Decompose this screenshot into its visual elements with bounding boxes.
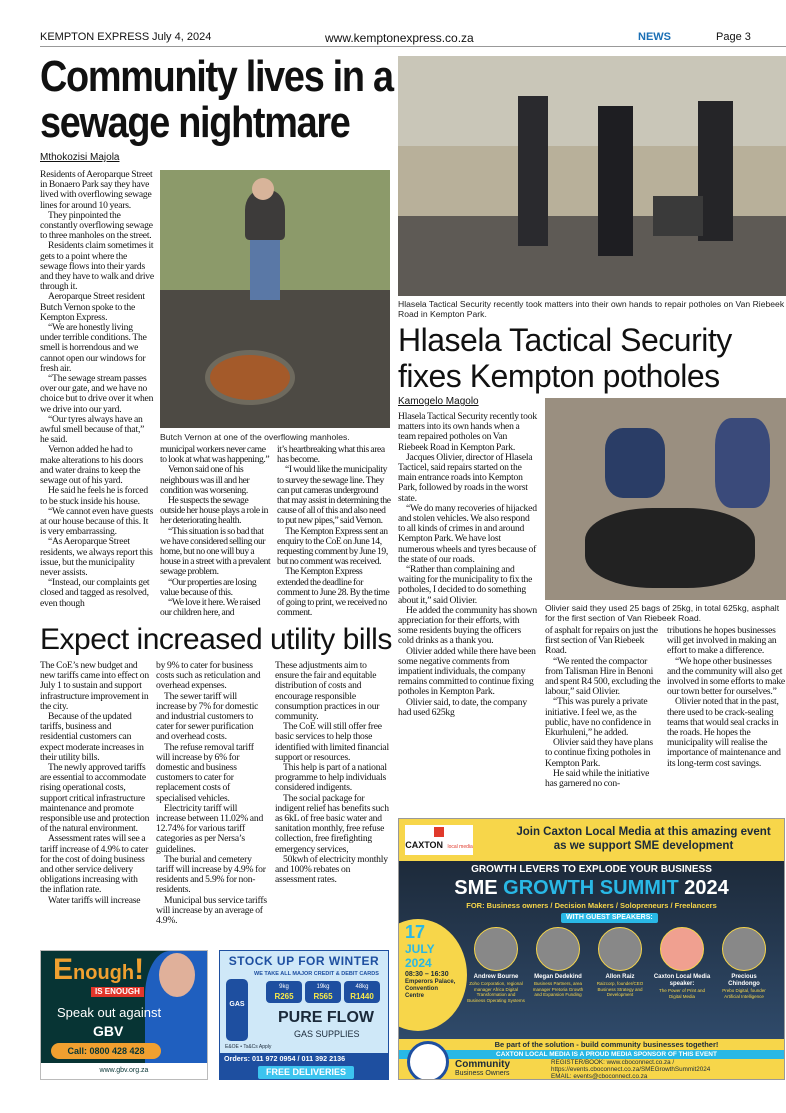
paragraph: “We do many recoveries of hijacked and stolen vehicles. We also respond to all kinds of crimes in and around Kempton Park. We have lost numerous wheels and tyres because of the state of our roads. xyxy=(398,502,537,565)
caxton-logo xyxy=(405,825,473,855)
paragraph: These adjustments aim to ensure the fair and equitable distribution of costs and encourage responsible consumption practices in our community. xyxy=(275,660,380,723)
event-year: 2024 xyxy=(405,956,432,970)
local-media-word: local media xyxy=(447,844,473,850)
page-header xyxy=(40,30,786,46)
header-rule xyxy=(40,46,786,47)
paragraph: This help is part of a national programme to help individuals considered indigents. xyxy=(275,762,387,794)
paragraph: The Kempton Express extended the deadline for comment to June 28. By the time of going to print, we received no comment. xyxy=(277,566,390,619)
speaker-photo xyxy=(474,927,518,971)
register-info[interactable] xyxy=(551,1059,710,1080)
gas-ad[interactable] xyxy=(219,950,389,1080)
speaker xyxy=(529,927,587,1003)
speaker-name: Andrew Bourne xyxy=(473,974,519,980)
gas-label: GAS xyxy=(229,1001,245,1008)
paragraph: “The sewage stream passes over our gate, and we have no choice but to drive over it when we drive into our yard. xyxy=(40,373,154,415)
cbo-word-2: Business Owners xyxy=(455,1070,510,1077)
paper-name: KEMPTON EXPRESS xyxy=(40,31,150,43)
paragraph: The newly approved tariffs are essential to accommodate rising operational costs, support critical infrastructure maintenance and promote responsible use and protection of the natural environment. xyxy=(40,762,150,835)
cbo-logo xyxy=(407,1041,449,1080)
speak-out-text: Speak out against xyxy=(57,1005,162,1020)
pothole-col-2 xyxy=(545,626,661,789)
paragraph: “We cannot even have guests at our house because of this. It is very embarrassing. xyxy=(40,505,154,538)
register-email[interactable]: EMAIL: events@cboconnect.co.za xyxy=(551,1073,648,1080)
section-label: NEWS xyxy=(638,31,671,43)
sme-word: SME xyxy=(454,877,498,899)
paragraph: “We love it here. We raised our children here, and xyxy=(160,597,261,619)
audience-text: FOR: Business owners / Decision Makers / Solopreneurs / Freelancers xyxy=(466,901,717,910)
is-enough-label: IS ENOUGH xyxy=(91,987,144,997)
levers-text: GROWTH LEVERS TO EXPLODE YOUR BUSINESS xyxy=(471,864,712,875)
paragraph: He suspects the sewage outside her house plays a role in her deteriorating health. xyxy=(160,495,269,527)
headline-line-2: sewage nightmare xyxy=(40,98,350,147)
gbv-text: GBV xyxy=(93,1023,124,1039)
speaker-name: Caxton Local Media speaker: xyxy=(653,974,711,987)
paragraph: of asphalt for repairs on just the first section of Van Riebeek Road. xyxy=(545,625,658,657)
speaker-list xyxy=(467,927,773,1003)
paragraph: Assessment rates will see a tariff increase of 4.9% to cater for the cost of doing business and other service delivery obligations increasing with the inflation rate. xyxy=(40,833,149,896)
speaker-photo xyxy=(722,927,766,971)
enough-word: nough xyxy=(73,962,135,984)
pothole-col-1 xyxy=(398,412,538,718)
paragraph: Olivier said they have plans to continue fixing potholes in Kempton Park. xyxy=(545,737,653,769)
summit-year: 2024 xyxy=(684,877,729,899)
paragraph: Residents claim sometimes it gets to a point where the sewage flows into their yards and they have to walk and drive through it. xyxy=(40,240,154,293)
photo-caption: Butch Vernon at one of the overflowing manholes. xyxy=(160,432,350,442)
paragraph: Olivier said, to date, the company had used 625kg xyxy=(398,696,527,718)
speaker-name: Megan Dedekind xyxy=(534,974,582,980)
speaker-name: Allon Raiz xyxy=(605,974,635,980)
paragraph: “We hope other businesses and the community will also get involved in some efforts to make our town better for ourselves.” xyxy=(667,655,785,698)
caxton-word: CAXTON xyxy=(405,840,444,850)
speaker-photo xyxy=(598,927,642,971)
cbo-word-1: Community xyxy=(455,1059,510,1070)
paragraph: “Rather than complaining and waiting for the municipality to fix the potholes, I decided to do something about it,” said Olivier. xyxy=(398,564,533,606)
solution-text: Be part of the solution - build community businesses together! xyxy=(494,1040,719,1049)
cards-text: WE TAKE ALL MAJOR CREDIT & DEBIT CARDS xyxy=(254,971,379,977)
price-card xyxy=(344,981,380,1003)
paragraph: The refuse removal tariff will increase by 6% for domestic and business customers to cater for replacement costs of specialised vehicles. xyxy=(156,741,254,804)
manhole-photo xyxy=(160,170,390,428)
asphalt-caption: Olivier said they used 25 bags of 25kg, in total 625kg, asphalt for the first section of Van Riebeek Road. xyxy=(545,603,780,623)
pothole-headline xyxy=(398,322,732,394)
headline-line-2: fixes Kempton potholes xyxy=(398,358,720,394)
paragraph: He said while the initiative has garnered no con- xyxy=(545,767,650,790)
sme-summit-ad[interactable] xyxy=(398,818,785,1080)
paragraph: The Kempton Express sent an enquiry to the CoE on June 14, requesting comment by June 19, but no comment was received. xyxy=(277,525,388,568)
page-number: Page 3 xyxy=(716,31,751,43)
paragraph: Because of the updated tariffs, business and residential customers can expect moderate increases in their utility bills. xyxy=(40,711,144,763)
sewage-col-2 xyxy=(160,445,272,618)
paragraph: The sewer tariff will increase by 7% for domestic and industrial customers to cater for sewer purification and overhead costs. xyxy=(156,690,259,743)
join-text: Join Caxton Local Media at this amazing event as we support SME development xyxy=(516,826,771,852)
paragraph: Jacques Olivier, director of Hlasela Tacticel, said repairs started on the main entrance roads into Kempton Park, followed by roads in the worst state. xyxy=(398,451,533,504)
paragraph: “This situation is so bad that we have considered selling our home, but no one will buy a house in a street with a prevalent sewage problem. xyxy=(160,525,271,578)
asphalt-photo xyxy=(545,398,786,600)
speaker xyxy=(653,927,711,1003)
paragraph: Hlasela Tactical Security recently took matters into its own hands when a team repaired potholes on Van Riebeek Road in Kempton Park. xyxy=(398,411,537,453)
gas-cylinder-icon xyxy=(226,979,248,1041)
paragraph: municipal workers never came to look at what was happening.” xyxy=(160,444,270,466)
byline: Mthokozisi Majola xyxy=(40,152,120,163)
gas-price: R265 xyxy=(274,992,294,1001)
gbv-phone[interactable]: Call: 0800 428 428 xyxy=(51,1043,161,1059)
utility-headline: Expect increased utility bills xyxy=(40,623,392,656)
paragraph: “We are honestly living under terrible conditions. The smell is horrendous and we cannot open our windows for fresh air. xyxy=(40,322,147,374)
gas-headline: STOCK UP FOR WINTER xyxy=(228,954,380,968)
paragraph: “Our properties are losing value because of this. xyxy=(160,576,257,598)
top-photo-caption: Hlasela Tactical Security recently took matters into their own hands to repair potholes on Van Riebeek Road in Kempton Park. xyxy=(398,299,785,319)
paragraph: The CoE’s new budget and new tariffs came into effect on July 1 to sustain and support infrastructure improvement in the city. xyxy=(40,660,149,712)
paragraph: He added the community has shown appreciation for their efforts, with some residents buying the officers cold drinks as a thank you. xyxy=(398,604,537,647)
gas-price: R565 xyxy=(313,992,333,1001)
paragraph: Vernon said one of his neighbours was ill and her condition was worsening. xyxy=(160,464,250,496)
paragraph: “Our tyres always have an awful smell because of that,” he said. xyxy=(40,413,145,446)
speaker-role: Prebo Digital, founder Artificial Intelligence xyxy=(722,988,766,999)
paragraph: The burial and cemetery tariff will increase by 4.9% for residents and 5.9% for non-residents. xyxy=(156,853,266,896)
speaker xyxy=(591,927,649,1003)
paragraph: it’s heartbreaking what this area has become. xyxy=(277,444,385,466)
brand-name: PURE FLOW xyxy=(278,1009,374,1026)
guest-speakers-label: WITH GUEST SPEAKERS: xyxy=(561,913,658,923)
speaker-role: The Power of Print and Digital Media xyxy=(658,988,706,999)
sponsor-text: CAXTON LOCAL MEDIA IS A PROUD MEDIA SPONSOR OF THIS EVENT xyxy=(399,1050,784,1059)
paragraph: The social package for indigent relief has benefits such as 6kL of free basic water and sanitation monthly, free refuse collection, free firefighting emergency services, xyxy=(275,792,389,855)
pothole-repair-photo xyxy=(398,56,786,296)
paragraph: Olivier added while there have been some negative comments from impatient individuals, the company remains committed to continue fixing potholes in Kempton Park. xyxy=(398,645,536,698)
utility-col-3 xyxy=(275,661,389,885)
paragraph: by 9% to cater for business costs such as reticulation and overhead expenses. xyxy=(156,660,261,692)
speaker-role: Business Partners, area manager Pretoria Growth and Expansion Funding xyxy=(532,981,584,997)
gas-price: R1440 xyxy=(350,992,374,1001)
paragraph: 50kwh of electricity monthly and 100% rebates on assessment rates. xyxy=(275,853,388,886)
gas-size: 48kg xyxy=(355,984,369,990)
order-numbers[interactable]: Orders: 011 972 0954 / 011 392 2136 xyxy=(224,1054,346,1063)
event-date xyxy=(405,923,461,1000)
utility-col-2 xyxy=(156,661,268,926)
headline-line-1: Hlasela Tactical Security xyxy=(398,322,732,358)
paragraph: “Instead, our complaints get closed and tagged as resolved, even though xyxy=(40,577,150,609)
enough-bang: ! xyxy=(134,953,145,986)
utility-col-1 xyxy=(40,661,150,906)
price-card xyxy=(305,981,341,1003)
paragraph: They pinpointed the constantly overflowing sewage to three manholes on the street. xyxy=(40,209,153,242)
terms: E&OE • Ts&Cs Apply xyxy=(225,1044,272,1050)
speaker-role: Raizcorp, founder/CEO Business Strategy and Development xyxy=(596,981,644,997)
speaker-photo xyxy=(660,927,704,971)
speaker-name: Precious Chindongo xyxy=(728,974,760,987)
gas-size: 19kg xyxy=(316,984,330,990)
register-url[interactable]: https://events.cboconnect.co.za/SMEGrowthSummit2024 xyxy=(551,1066,711,1073)
speaker xyxy=(467,927,525,1003)
paragraph: tributions he hopes businesses will get involved in making an effort to make a difference. xyxy=(667,625,777,657)
speaker-role: Zoho Corporation, regional manager Africa Digital Transformation and Business Operating Systems xyxy=(467,981,525,1003)
event-venue: Emperors Palace, Convention Centre xyxy=(405,979,456,999)
cbo-name xyxy=(455,1060,510,1078)
enough-e: E xyxy=(53,953,74,986)
speaker xyxy=(715,927,773,1003)
paragraph: Residents of Aeroparque Street in Bonaero Park say they have lived with overflowing sewage lines for around 10 years. xyxy=(40,169,153,211)
paragraph: “As Aeroparque Street residents, we always report this issue, but the municipality never assists. xyxy=(40,536,153,578)
paragraph: Vernon added he had to make alterations to his doors and water drains to keep the sewage out of his yard. xyxy=(40,444,143,487)
free-deliveries: FREE DELIVERIES xyxy=(258,1066,354,1079)
speaker-photo xyxy=(536,927,580,971)
paragraph: Municipal bus service tariffs will increase by an average of 4.9%. xyxy=(156,894,267,927)
price-card xyxy=(266,981,302,1003)
price-list xyxy=(266,981,380,1003)
paragraph: Water tariffs will increase xyxy=(48,894,141,906)
event-time: 08:30 – 16:30 xyxy=(405,971,449,978)
brand-sub: GAS SUPPLIES xyxy=(294,1029,360,1039)
register-line[interactable]: REGISTER/BOOK: www.cboconnect.co.za / xyxy=(551,1059,675,1066)
gbv-ad[interactable] xyxy=(40,950,208,1080)
paragraph: Aeroparque Street resident Butch Vernon spoke to the Kempton Express. xyxy=(40,291,145,323)
paragraph: Electricity tariff will increase between 11.02% and 12.74% for various tariff categories as per Nersa’s guidelines. xyxy=(156,802,264,855)
event-month: JULY xyxy=(405,942,435,956)
event-day: 17 xyxy=(405,922,426,942)
byline: Kamogelo Magolo xyxy=(398,396,479,407)
paragraph: The CoE will still offer free basic services to help those identified with limited financial support or resources. xyxy=(275,721,389,763)
paragraph: “I would like the municipality to survey the sewage line. They can put cameras underground that may assist in determining the cause of all of this and also need to put new pipes,” said Vernon. xyxy=(277,464,391,527)
gas-size: 9kg xyxy=(279,984,289,990)
growth-summit-word: GROWTH SUMMIT xyxy=(503,877,679,899)
paragraph: “We rented the compactor from Talisman Hire in Benoni and spent R4 500, excluding the labour,” said Olivier. xyxy=(545,655,661,698)
site-url[interactable]: www.kemptonexpress.co.za xyxy=(325,31,474,45)
sewage-col-1 xyxy=(40,170,154,609)
issue-date: July 4, 2024 xyxy=(152,31,212,43)
gbv-url[interactable]: www.gbv.org.za xyxy=(41,1063,207,1079)
paragraph: “This was purely a private initiative. I feel we, as the public, have no confidence in Ekurhuleni,” he added. xyxy=(545,696,651,739)
headline-line-1: Community lives in a xyxy=(40,52,393,101)
sewage-col-3 xyxy=(277,445,392,618)
paragraph: Olivier noted that in the past, there used to be crack-sealing teams that would seal cracks in the roads. He hopes the municipality will realise the importance of maintenance and its long-term cost savings. xyxy=(667,696,781,769)
pothole-col-3 xyxy=(667,626,785,769)
paragraph: He said he feels he is forced to be stuck inside his house. xyxy=(40,485,148,507)
